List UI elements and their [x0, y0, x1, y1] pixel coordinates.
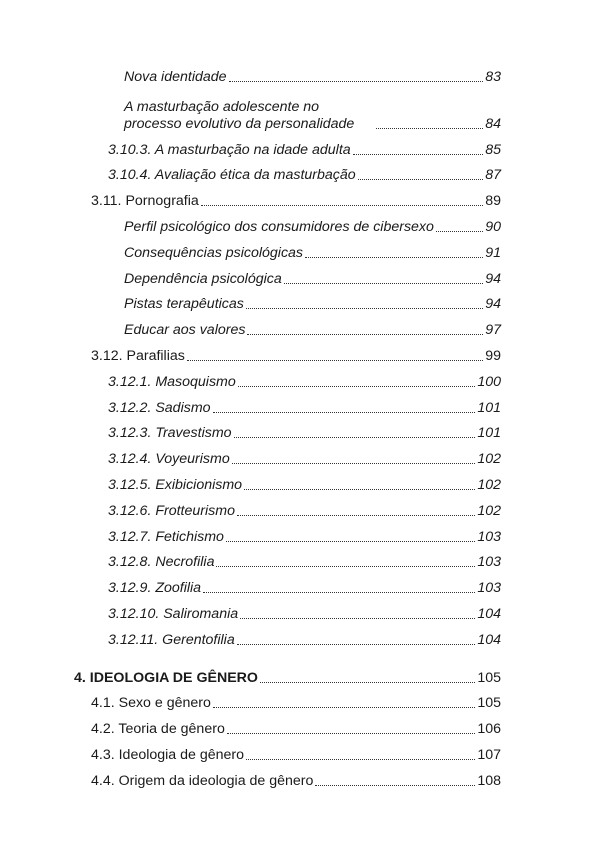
toc-entry-title: 3.11. Pornografia [91, 193, 199, 210]
toc-entry [0, 766, 599, 792]
toc-entry-page: 84 [485, 115, 501, 132]
leader-dots [246, 759, 475, 760]
leader-dots [238, 386, 476, 387]
toc-entry-page: 83 [485, 68, 501, 85]
toc-entry-title: 3.12.2. Sadismo [108, 399, 211, 416]
toc-entry-title: 3.12.1. Masoquismo [108, 373, 236, 390]
leader-dots [247, 334, 483, 335]
toc-entry-title: Nova identidade [124, 68, 227, 85]
toc-entry [0, 599, 599, 625]
toc-entry-page: 101 [477, 425, 501, 442]
leader-dots [201, 205, 483, 206]
toc-entry-page: 91 [485, 244, 501, 261]
leader-dots [436, 231, 483, 232]
toc-entry-title: 3.12. Parafilias [91, 347, 185, 364]
toc-entry [0, 264, 599, 290]
toc-entry-title: 4.2. Teoria de gênero [91, 721, 225, 738]
toc-entry [0, 496, 599, 522]
toc-entry-page: 102 [477, 451, 501, 468]
toc-entry-title: 3.12.4. Voyeurismo [108, 451, 230, 468]
toc-entry [0, 393, 599, 419]
toc-entry-page: 104 [477, 605, 501, 622]
toc-entry-page: 105 [477, 695, 501, 712]
toc-entry-title: 3.12.7. Fetichismo [108, 528, 224, 545]
leader-dots [246, 308, 483, 309]
toc-entry [0, 341, 599, 367]
toc-entry-title: 3.12.10. Saliromania [108, 605, 239, 622]
toc-entry [0, 212, 599, 238]
leader-dots [305, 257, 483, 258]
leader-dots [260, 682, 475, 683]
toc-entry-title: 4.3. Ideologia de gênero [91, 746, 245, 763]
toc-entry-page: 105 [477, 669, 501, 686]
toc-entry-page: 97 [485, 322, 501, 339]
toc-entry-page: 108 [477, 772, 501, 789]
leader-dots [237, 515, 475, 516]
toc-entry [0, 714, 599, 740]
toc-entry [0, 625, 599, 651]
leader-dots [234, 437, 476, 438]
toc-entry-title: Consequências psicológicas [124, 244, 304, 261]
leader-dots [203, 592, 475, 593]
toc-entry-page: 94 [485, 270, 501, 287]
toc-entry-page: 85 [485, 141, 501, 158]
leader-dots [376, 128, 483, 129]
toc-entry-title: Educar aos valores [124, 322, 246, 339]
toc-entry-title: 3.12.8. Necrofilia [108, 554, 215, 571]
toc-entry-page: 99 [485, 347, 501, 364]
toc-entry [0, 740, 599, 766]
toc-entry [0, 470, 599, 496]
toc-entry-title: Perfil psicológico dos consumidores de cibersexo [124, 218, 434, 235]
toc-entry-title: 3.10.4. Avaliação ética da masturbação [108, 167, 356, 184]
leader-dots [216, 566, 475, 567]
toc-entry-title: 3.12.3. Travestismo [108, 425, 232, 442]
leader-dots [244, 489, 475, 490]
toc-entry-title: 4.4. Origem da ideologia de gênero [91, 772, 314, 789]
toc-entry [0, 88, 599, 135]
toc-entry-page: 102 [477, 502, 501, 519]
toc-entry [0, 161, 599, 187]
leader-dots [237, 644, 476, 645]
leader-dots [229, 81, 484, 82]
leader-dots [187, 360, 483, 361]
leader-dots [284, 283, 483, 284]
toc-entry [0, 573, 599, 599]
toc-entry-title: 3.10.3. A masturbação na idade adulta [108, 141, 351, 158]
toc-entry-title: A masturbação adolescente no processo evolutivo da personalidade [124, 98, 355, 132]
leader-dots [213, 707, 475, 708]
toc-entry [0, 238, 599, 264]
leader-dots [315, 785, 475, 786]
leader-dots [358, 179, 484, 180]
leader-dots [226, 541, 475, 542]
toc-entry [0, 548, 599, 574]
toc-entry [0, 62, 599, 88]
toc-entry-page: 87 [485, 167, 501, 184]
toc-entry-page: 107 [477, 746, 501, 763]
section-gap [0, 651, 599, 663]
toc-entry-page: 100 [477, 373, 501, 390]
toc-entry-page: 90 [485, 218, 501, 235]
toc-entry [0, 186, 599, 212]
toc-entry-page: 89 [485, 193, 501, 210]
toc-entry [0, 444, 599, 470]
toc-entry-page: 103 [477, 554, 501, 571]
toc-entry [0, 419, 599, 445]
toc-entry-page: 94 [485, 296, 501, 313]
toc-entry [0, 315, 599, 341]
leader-dots [353, 154, 484, 155]
leader-dots [227, 733, 475, 734]
toc-entry-title: 4.1. Sexo e gênero [91, 695, 211, 712]
toc-entry [0, 135, 599, 161]
toc-entry-page: 103 [477, 580, 501, 597]
leader-dots [240, 618, 475, 619]
toc-chapter-entry [0, 663, 599, 689]
toc-entry-title: Pistas terapêuticas [124, 296, 244, 313]
toc-entry [0, 290, 599, 316]
toc-entry-title: Dependência psicológica [124, 270, 282, 287]
leader-dots [213, 412, 476, 413]
toc-entry-page: 101 [477, 399, 501, 416]
toc-entry [0, 367, 599, 393]
toc-entry-page: 104 [477, 631, 501, 648]
toc-entry [0, 689, 599, 715]
leader-dots [232, 463, 476, 464]
toc-entry-title: 3.12.11. Gerentofilia [108, 631, 235, 648]
toc-entry-title: 4. IDEOLOGIA DE GÊNERO [74, 669, 258, 686]
toc-entry-page: 102 [477, 476, 501, 493]
table-of-contents [0, 62, 599, 792]
toc-entry-title: 3.12.9. Zoofilia [108, 580, 202, 597]
toc-entry-title: 3.12.5. Exibicionismo [108, 476, 243, 493]
toc-entry-title: 3.12.6. Frotteurismo [108, 502, 235, 519]
toc-entry-page: 103 [477, 528, 501, 545]
toc-entry-page: 106 [477, 721, 501, 738]
toc-entry [0, 522, 599, 548]
